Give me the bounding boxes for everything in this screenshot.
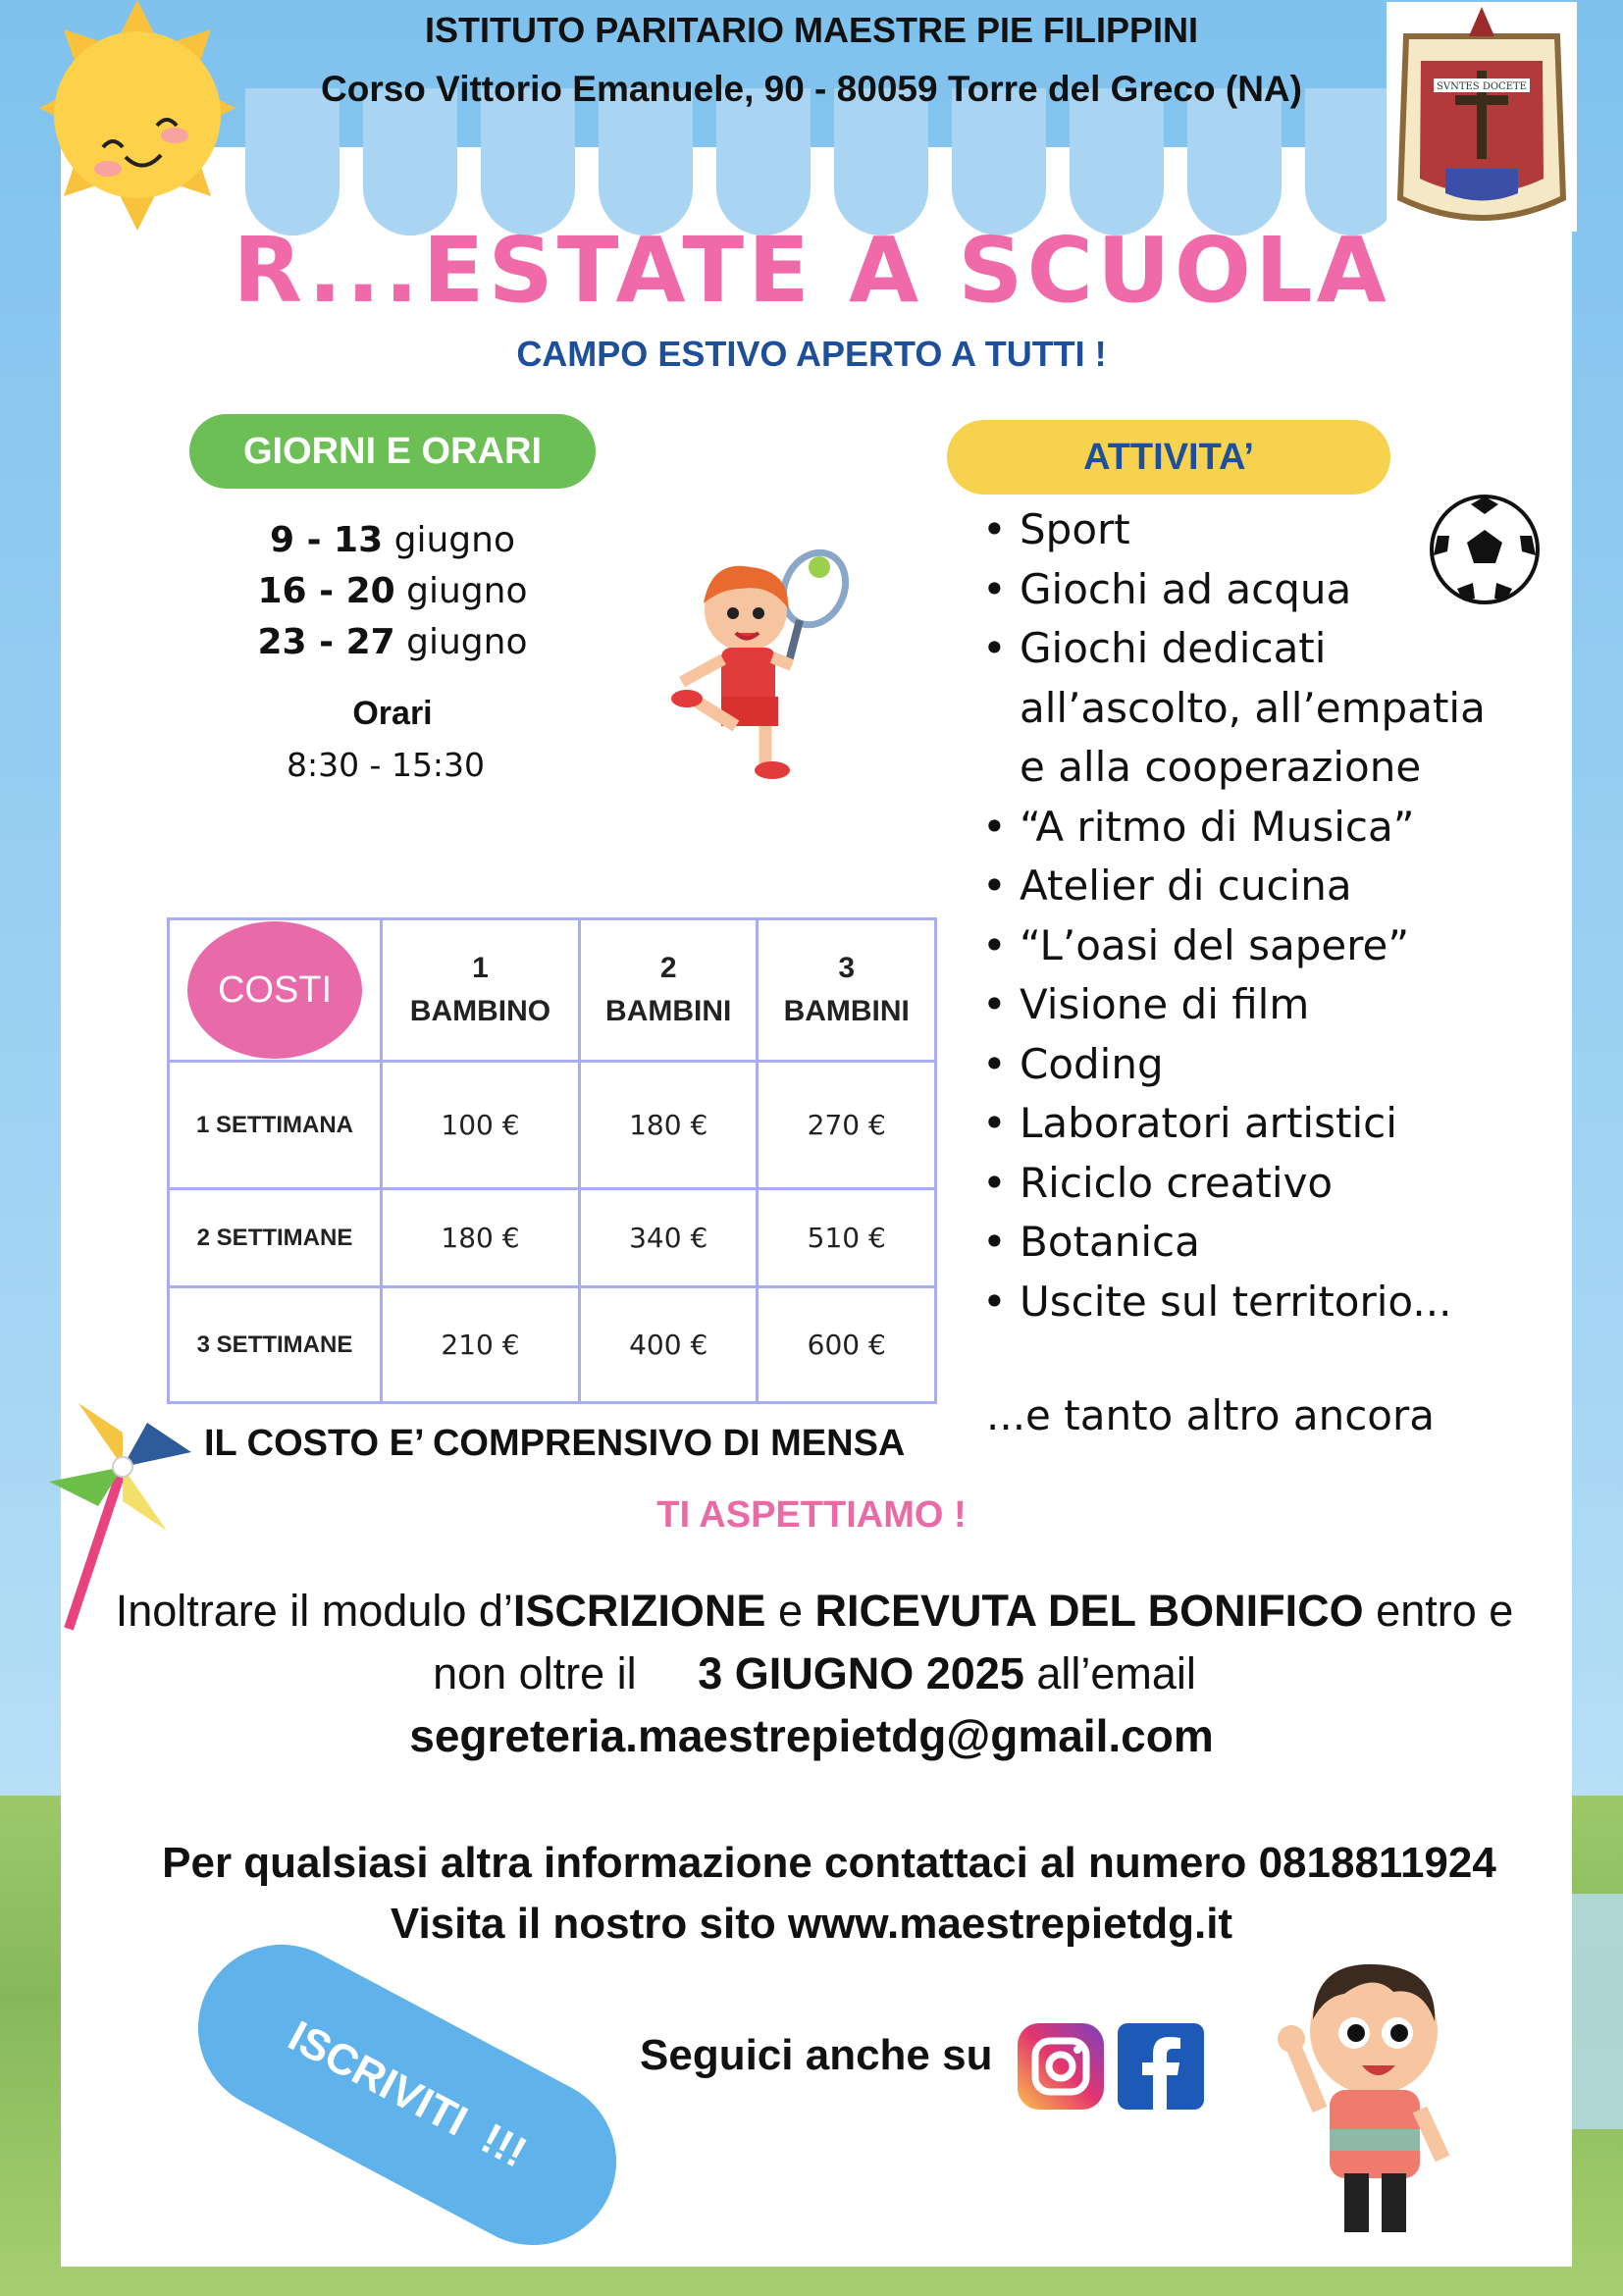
table-row <box>169 1189 936 1287</box>
costs-corner <box>169 919 382 1062</box>
deadline-date: 3 GIUGNO 2025 <box>698 1648 1024 1698</box>
table-row <box>169 1062 936 1189</box>
list-item: • “A ritmo di Musica” <box>978 798 1489 858</box>
price-cell: 100 € <box>382 1062 580 1189</box>
welcome-text: TI ASPETTIAMO ! <box>656 1494 967 1536</box>
list-item: • Botanica <box>978 1213 1489 1273</box>
meal-note: IL COSTO E’ COMPRENSIVO DI MENSA <box>204 1423 906 1464</box>
price-cell: 270 € <box>758 1062 936 1189</box>
iscriviti-button[interactable]: ISCRIVITI !!! <box>169 1915 646 2274</box>
school-address: Corso Vittorio Emanuele, 90 - 80059 Torre del Greco (NA) <box>321 69 1302 109</box>
row-label: 2 SETTIMANE <box>169 1189 382 1287</box>
list-item: • Giochi dedicati all’ascolto, all’empatia e alla cooperazione <box>978 619 1489 798</box>
list-item: • Laboratori artistici <box>978 1094 1489 1154</box>
week-row: 9 - 13 giugno <box>270 520 515 560</box>
price-cell: 180 € <box>579 1062 758 1189</box>
list-item: • “L’oasi del sapere” <box>978 916 1489 976</box>
registration-email[interactable]: segreteria.maestrepietdg@gmail.com <box>409 1710 1214 1761</box>
school-name: ISTITUTO PARITARIO MAESTRE PIE FILIPPINI <box>424 10 1199 50</box>
price-cell: 210 € <box>382 1287 580 1403</box>
activities-more: ...e tanto altro ancora <box>986 1391 1435 1439</box>
price-cell: 400 € <box>579 1287 758 1403</box>
flyer-title: R...ESTATE A SCUOLA <box>233 218 1390 323</box>
hours-value: 8:30 - 15:30 <box>286 746 486 784</box>
list-item: • Sport <box>978 500 1489 560</box>
facebook-icon[interactable] <box>1116 2021 1206 2112</box>
column-header: 2 BAMBINI <box>579 919 758 1062</box>
price-cell: 180 € <box>382 1189 580 1287</box>
registration-text: Inoltrare il modulo d’ISCRIZIONE e RICEVUTA DEL BONIFICO entro e non oltre il 3 GIUGNO 2025 all’email <box>115 1586 1514 1698</box>
schedule-weeks <box>196 515 589 668</box>
social-label: Seguici anche su <box>640 2031 993 2079</box>
instagram-icon[interactable] <box>1016 2021 1106 2112</box>
tennis-kid-illustration <box>643 549 888 785</box>
costi-badge: COSTI <box>187 921 362 1059</box>
activities-pill: ATTIVITA’ <box>947 420 1390 495</box>
column-header: 3 BAMBINI <box>758 919 936 1062</box>
list-item: • Atelier di cucina <box>978 857 1489 916</box>
price-cell: 510 € <box>758 1189 936 1287</box>
list-item: • Riciclo creativo <box>978 1154 1489 1214</box>
phone-line: Per qualsiasi altra informazione contattaci al numero 0818811924 <box>162 1839 1496 1887</box>
price-cell: 600 € <box>758 1287 936 1403</box>
list-item: • Uscite sul territorio... <box>978 1273 1489 1332</box>
waving-boy-illustration <box>1276 1943 1472 2247</box>
costs-table <box>167 917 937 1404</box>
activities-list <box>978 500 1489 1331</box>
price-cell: 340 € <box>579 1189 758 1287</box>
week-row: 23 - 27 giugno <box>257 622 528 662</box>
row-label: 1 SETTIMANA <box>169 1062 382 1189</box>
crest-motto: SVNTES DOCETE <box>1437 81 1527 92</box>
table-row <box>169 1287 936 1403</box>
list-item: • Coding <box>978 1035 1489 1095</box>
hours-label: Orari <box>352 695 433 732</box>
column-header: 1 BAMBINO <box>382 919 580 1062</box>
website-line[interactable]: Visita il nostro sito www.maestrepietdg.it <box>390 1900 1233 1948</box>
list-item: • Visione di film <box>978 975 1489 1035</box>
schedule-pill: GIORNI E ORARI <box>189 414 596 489</box>
flyer-subtitle: CAMPO ESTIVO APERTO A TUTTI ! <box>516 334 1107 374</box>
row-label: 3 SETTIMANE <box>169 1287 382 1403</box>
list-item: • Giochi ad acqua <box>978 560 1489 620</box>
week-row: 16 - 20 giugno <box>257 571 528 611</box>
school-crest <box>1387 2 1577 232</box>
